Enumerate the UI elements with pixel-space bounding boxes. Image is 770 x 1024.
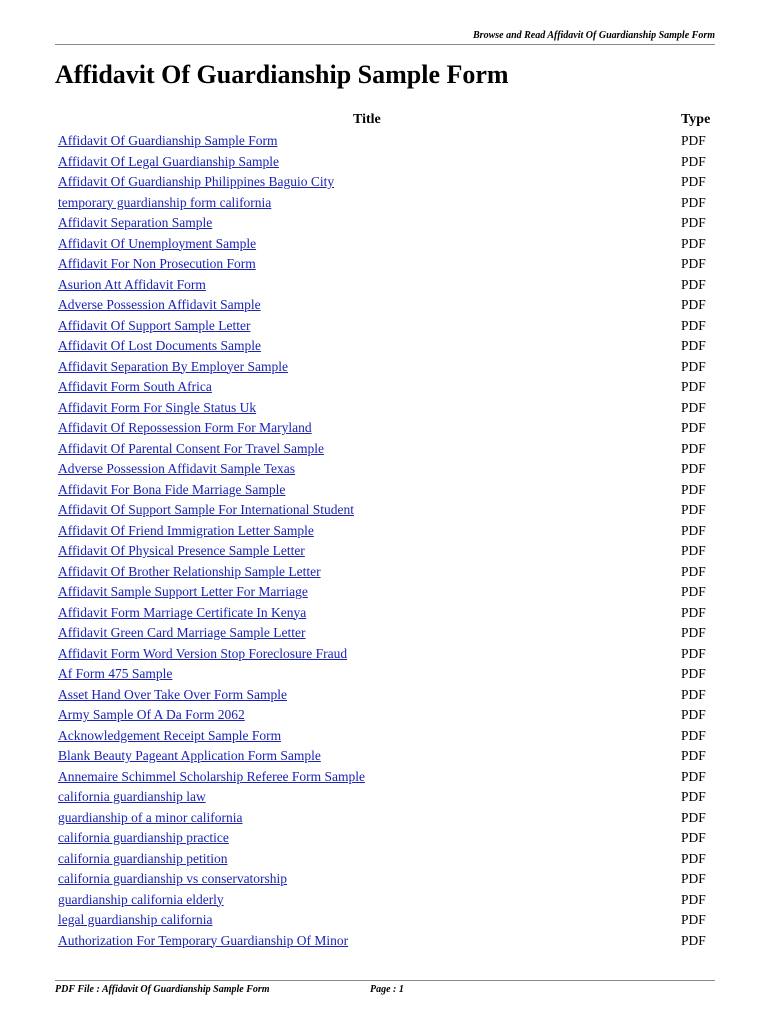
- list-item: [58, 664, 714, 685]
- document-link[interactable]: Affidavit Of Legal Guardianship Sample: [58, 153, 279, 169]
- document-type: PDF: [681, 502, 706, 517]
- document-link[interactable]: Affidavit Of Support Sample For International Student: [58, 502, 354, 517]
- list-item: [58, 316, 714, 337]
- document-type: PDF: [681, 584, 706, 599]
- document-link[interactable]: Blank Beauty Pageant Application Form Sample: [58, 748, 321, 763]
- list-item: [58, 705, 714, 726]
- document-type: PDF: [681, 215, 706, 230]
- document-type: PDF: [681, 256, 706, 271]
- list-item: [58, 562, 714, 583]
- document-type: PDF: [681, 871, 706, 886]
- document-type: PDF: [681, 625, 706, 640]
- running-header: Browse and Read Affidavit Of Guardianship Sample Form: [473, 30, 715, 41]
- list-item: [58, 931, 714, 952]
- document-type: PDF: [681, 399, 706, 415]
- document-link[interactable]: Affidavit Of Guardianship Sample Form: [58, 133, 278, 148]
- document-type: PDF: [681, 789, 706, 804]
- document-link[interactable]: Authorization For Temporary Guardianship Of Minor: [58, 932, 349, 948]
- list-item: [58, 336, 714, 357]
- document-link[interactable]: Affidavit Form South Africa: [58, 379, 212, 394]
- document-link[interactable]: california guardianship petition: [58, 850, 228, 866]
- document-type: PDF: [681, 850, 706, 866]
- document-type: PDF: [681, 666, 706, 681]
- list-item: [58, 152, 714, 173]
- list-item: [58, 767, 714, 788]
- list-item: [58, 398, 714, 419]
- document-type: PDF: [681, 768, 706, 784]
- footer-page-number: Page : 1: [370, 984, 404, 995]
- document-type: PDF: [681, 235, 706, 251]
- document-type: PDF: [681, 604, 706, 620]
- document-type: PDF: [681, 727, 706, 743]
- list-item: [58, 869, 714, 890]
- list-item: [58, 357, 714, 378]
- document-link[interactable]: Affidavit Sample Support Letter For Marriage: [58, 584, 308, 599]
- document-link[interactable]: legal guardianship california: [58, 912, 213, 927]
- footer-file-label: PDF File : Affidavit Of Guardianship Sample Form: [55, 984, 270, 995]
- document-type: PDF: [681, 748, 706, 763]
- document-type: PDF: [681, 563, 706, 579]
- document-link[interactable]: Affidavit Of Parental Consent For Travel Sample: [58, 440, 324, 456]
- list-item: [58, 828, 714, 849]
- document-link[interactable]: Affidavit Form For Single Status Uk: [58, 399, 257, 415]
- list-item: [58, 849, 714, 870]
- document-type: PDF: [681, 440, 706, 456]
- document-type: PDF: [681, 809, 706, 825]
- list-item: [58, 644, 714, 665]
- document-list: [58, 131, 714, 951]
- header-divider: [55, 44, 715, 45]
- document-link[interactable]: Asset Hand Over Take Over Form Sample: [58, 686, 288, 702]
- document-link[interactable]: Affidavit Separation Sample: [58, 215, 213, 230]
- list-item: [58, 746, 714, 767]
- list-item: [58, 213, 714, 234]
- list-item: [58, 193, 714, 214]
- document-type: PDF: [681, 297, 706, 312]
- document-link[interactable]: Affidavit Form Marriage Certificate In Kenya: [58, 604, 307, 620]
- list-item: [58, 459, 714, 480]
- document-type: PDF: [681, 686, 706, 702]
- list-item: [58, 131, 714, 152]
- document-link[interactable]: Affidavit Of Lost Documents Sample: [58, 338, 261, 353]
- document-type: PDF: [681, 194, 706, 210]
- document-link[interactable]: Annemaire Schimmel Scholarship Referee Form Sample: [58, 768, 366, 784]
- list-item: [58, 439, 714, 460]
- document-link[interactable]: Affidavit Of Support Sample Letter: [58, 317, 251, 333]
- list-item: [58, 234, 714, 255]
- document-type: PDF: [681, 420, 706, 435]
- document-type: PDF: [681, 358, 706, 374]
- document-link[interactable]: Adverse Possession Affidavit Sample: [58, 297, 261, 312]
- list-item: [58, 295, 714, 316]
- document-type: PDF: [681, 912, 706, 927]
- document-type: PDF: [681, 543, 706, 558]
- list-item: [58, 726, 714, 747]
- column-header-title: Title: [353, 112, 381, 127]
- document-link[interactable]: california guardianship vs conservatorship: [58, 871, 288, 886]
- list-item: [58, 500, 714, 521]
- list-item: [58, 521, 714, 542]
- document-link[interactable]: temporary guardianship form california: [58, 194, 272, 210]
- document-type: PDF: [681, 645, 706, 661]
- document-link[interactable]: Affidavit Of Physical Presence Sample Letter: [58, 543, 305, 558]
- column-headers: [58, 112, 714, 130]
- document-link[interactable]: Affidavit Of Friend Immigration Letter Sample: [58, 522, 314, 538]
- document-type: PDF: [681, 932, 706, 948]
- footer-divider: [55, 980, 715, 981]
- document-type: PDF: [681, 891, 706, 907]
- list-item: [58, 172, 714, 193]
- document-type: PDF: [681, 379, 706, 394]
- document-type: PDF: [681, 522, 706, 538]
- document-type: PDF: [681, 174, 706, 189]
- document-type: PDF: [681, 276, 706, 292]
- list-item: [58, 582, 714, 603]
- document-type: PDF: [681, 338, 706, 353]
- document-link[interactable]: Affidavit Of Unemployment Sample: [58, 235, 257, 251]
- document-link[interactable]: Asurion Att Affidavit Form: [58, 276, 206, 292]
- document-link[interactable]: Affidavit Of Brother Relationship Sample Letter: [58, 563, 321, 579]
- page-title: Affidavit Of Guardianship Sample Form: [55, 60, 509, 89]
- document-type: PDF: [681, 707, 706, 722]
- column-header-type: Type: [681, 112, 711, 127]
- list-item: [58, 910, 714, 931]
- list-item: [58, 685, 714, 706]
- document-type: PDF: [681, 830, 706, 845]
- document-link[interactable]: california guardianship practice: [58, 830, 229, 845]
- document-link[interactable]: Affidavit Of Guardianship Philippines Baguio City: [58, 174, 335, 189]
- document-link[interactable]: Affidavit Green Card Marriage Sample Letter: [58, 625, 306, 640]
- document-link[interactable]: Affidavit Of Repossession Form For Maryland: [58, 420, 312, 435]
- list-item: [58, 808, 714, 829]
- document-link[interactable]: Adverse Possession Affidavit Sample Texas: [58, 461, 296, 476]
- list-item: [58, 787, 714, 808]
- document-link[interactable]: Af Form 475 Sample: [58, 666, 173, 681]
- list-item: [58, 254, 714, 275]
- document-link[interactable]: Affidavit Separation By Employer Sample: [58, 358, 288, 374]
- list-item: [58, 890, 714, 911]
- list-item: [58, 275, 714, 296]
- document-link[interactable]: Army Sample Of A Da Form 2062: [58, 707, 245, 722]
- list-item: [58, 603, 714, 624]
- document-link[interactable]: Affidavit For Non Prosecution Form: [58, 256, 256, 271]
- list-item: [58, 623, 714, 644]
- document-link[interactable]: Affidavit Form Word Version Stop Foreclosure Fraud: [58, 645, 348, 661]
- list-item: [58, 480, 714, 501]
- list-item: [58, 418, 714, 439]
- document-type: PDF: [681, 461, 706, 476]
- document-link[interactable]: guardianship of a minor california: [58, 809, 243, 825]
- list-item: [58, 377, 714, 398]
- document-type: PDF: [681, 133, 706, 148]
- document-link[interactable]: guardianship california elderly: [58, 891, 224, 907]
- document-link[interactable]: Affidavit For Bona Fide Marriage Sample: [58, 481, 286, 497]
- document-type: PDF: [681, 153, 706, 169]
- document-link[interactable]: Acknowledgement Receipt Sample Form: [58, 727, 282, 743]
- document-type: PDF: [681, 481, 706, 497]
- document-type: PDF: [681, 317, 706, 333]
- document-link[interactable]: california guardianship law: [58, 789, 206, 804]
- list-item: [58, 541, 714, 562]
